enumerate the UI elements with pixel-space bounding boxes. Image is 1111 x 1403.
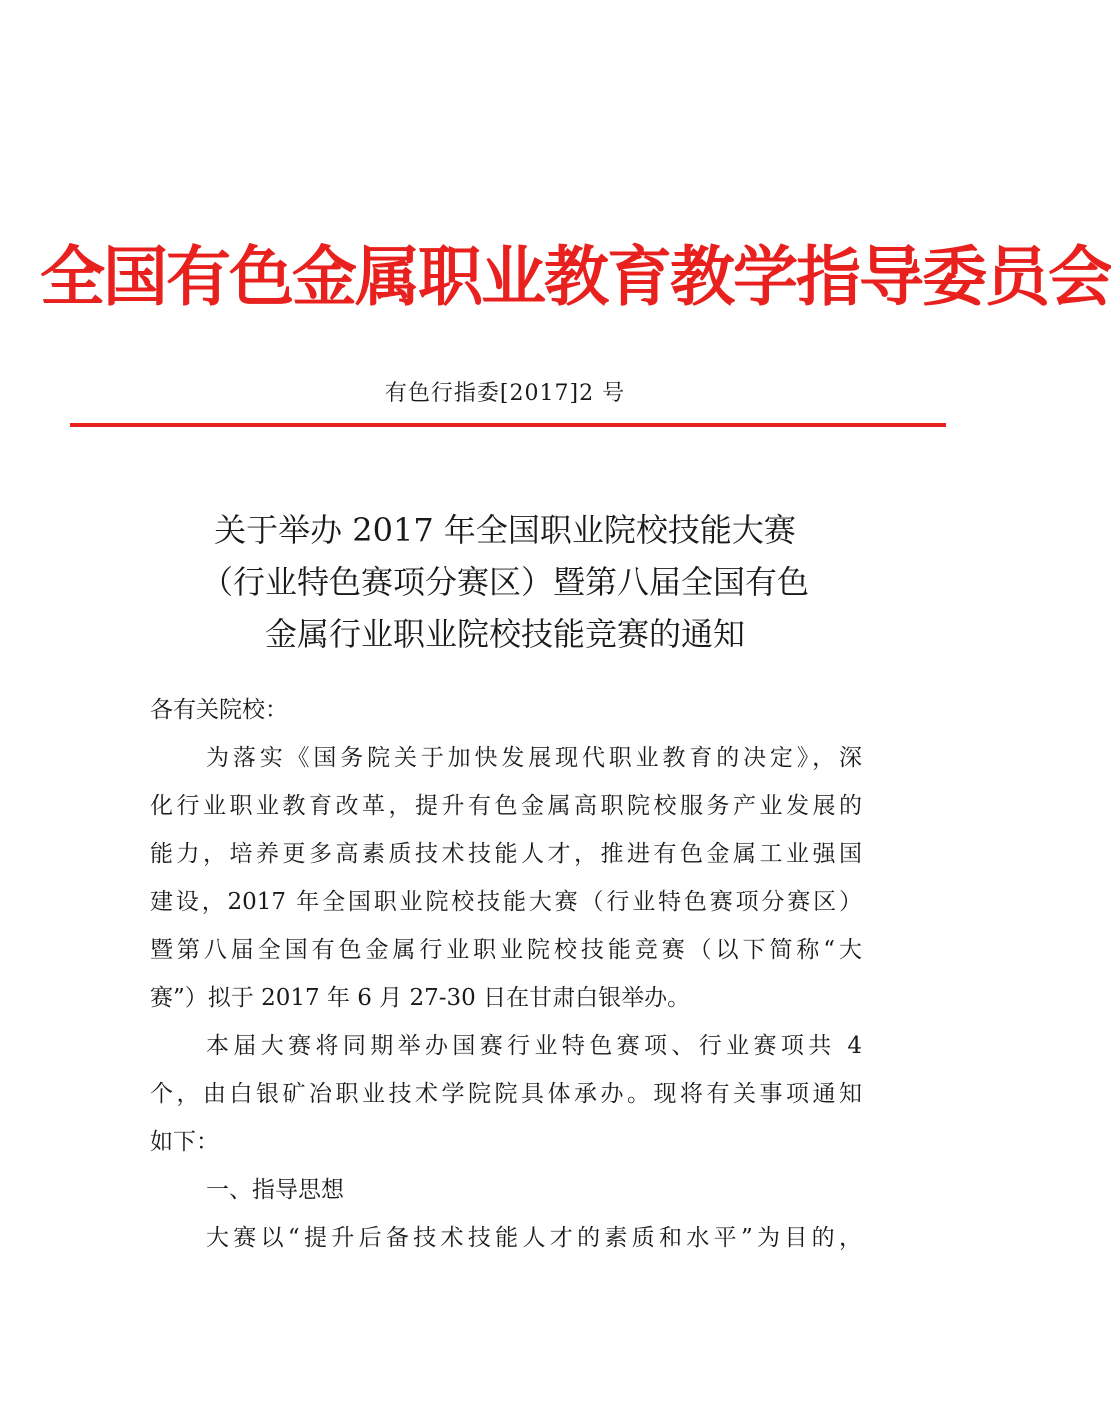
- title-line-2: （行业特色赛项分赛区）暨第八届全国有色: [200, 563, 809, 601]
- paragraph-3-line-1: 大赛以“提升后备技术技能人才的素质和水平”为目的，: [206, 1225, 862, 1251]
- paragraph-1-line-6: 赛”）拟于 2017 年 6 月 27-30 日在甘肃白银举办。: [150, 985, 691, 1011]
- paragraph-2-line-3: 如下：: [150, 1129, 219, 1155]
- document-number: 有色行指委[2017]2 号: [384, 381, 626, 406]
- paragraph-1-line-5: 暨第八届全国有色金属行业职业院校技能竞赛（以下简称“大: [150, 937, 862, 963]
- title-line-3: 金属行业职业院校技能竞赛的通知: [264, 615, 745, 653]
- paragraph-1-line-4: 建设，2017 年全国职业院校技能大赛（行业特色赛项分赛区）: [150, 889, 862, 915]
- paragraph-1-line-3: 能力，培养更多高素质技术技能人才，推进有色金属工业强国: [150, 841, 862, 867]
- paragraph-2-line-2: 个，由白银矿冶职业技术学院院具体承办。现将有关事项通知: [150, 1081, 862, 1107]
- document-body: [150, 686, 862, 1262]
- red-divider-line: [70, 423, 946, 427]
- organization-header: 全国有色金属职业教育教学指导委员会: [40, 240, 1111, 315]
- paragraph-2-line-1: 本届大赛将同期举办国赛行业特色赛项、行业赛项共 4: [206, 1033, 862, 1059]
- paragraph-1-line-2: 化行业职业教育改革，提升有色金属高职院校服务产业发展的: [150, 793, 862, 819]
- paragraph-1-line-1: 为落实《国务院关于加快发展现代职业教育的决定》，深: [206, 745, 862, 771]
- section-heading-1: 一、指导思想: [206, 1177, 344, 1203]
- title-line-1: 关于举办 2017 年全国职业院校技能大赛: [214, 511, 796, 549]
- salutation: 各有关院校：: [150, 697, 288, 723]
- document-title: [140, 504, 870, 660]
